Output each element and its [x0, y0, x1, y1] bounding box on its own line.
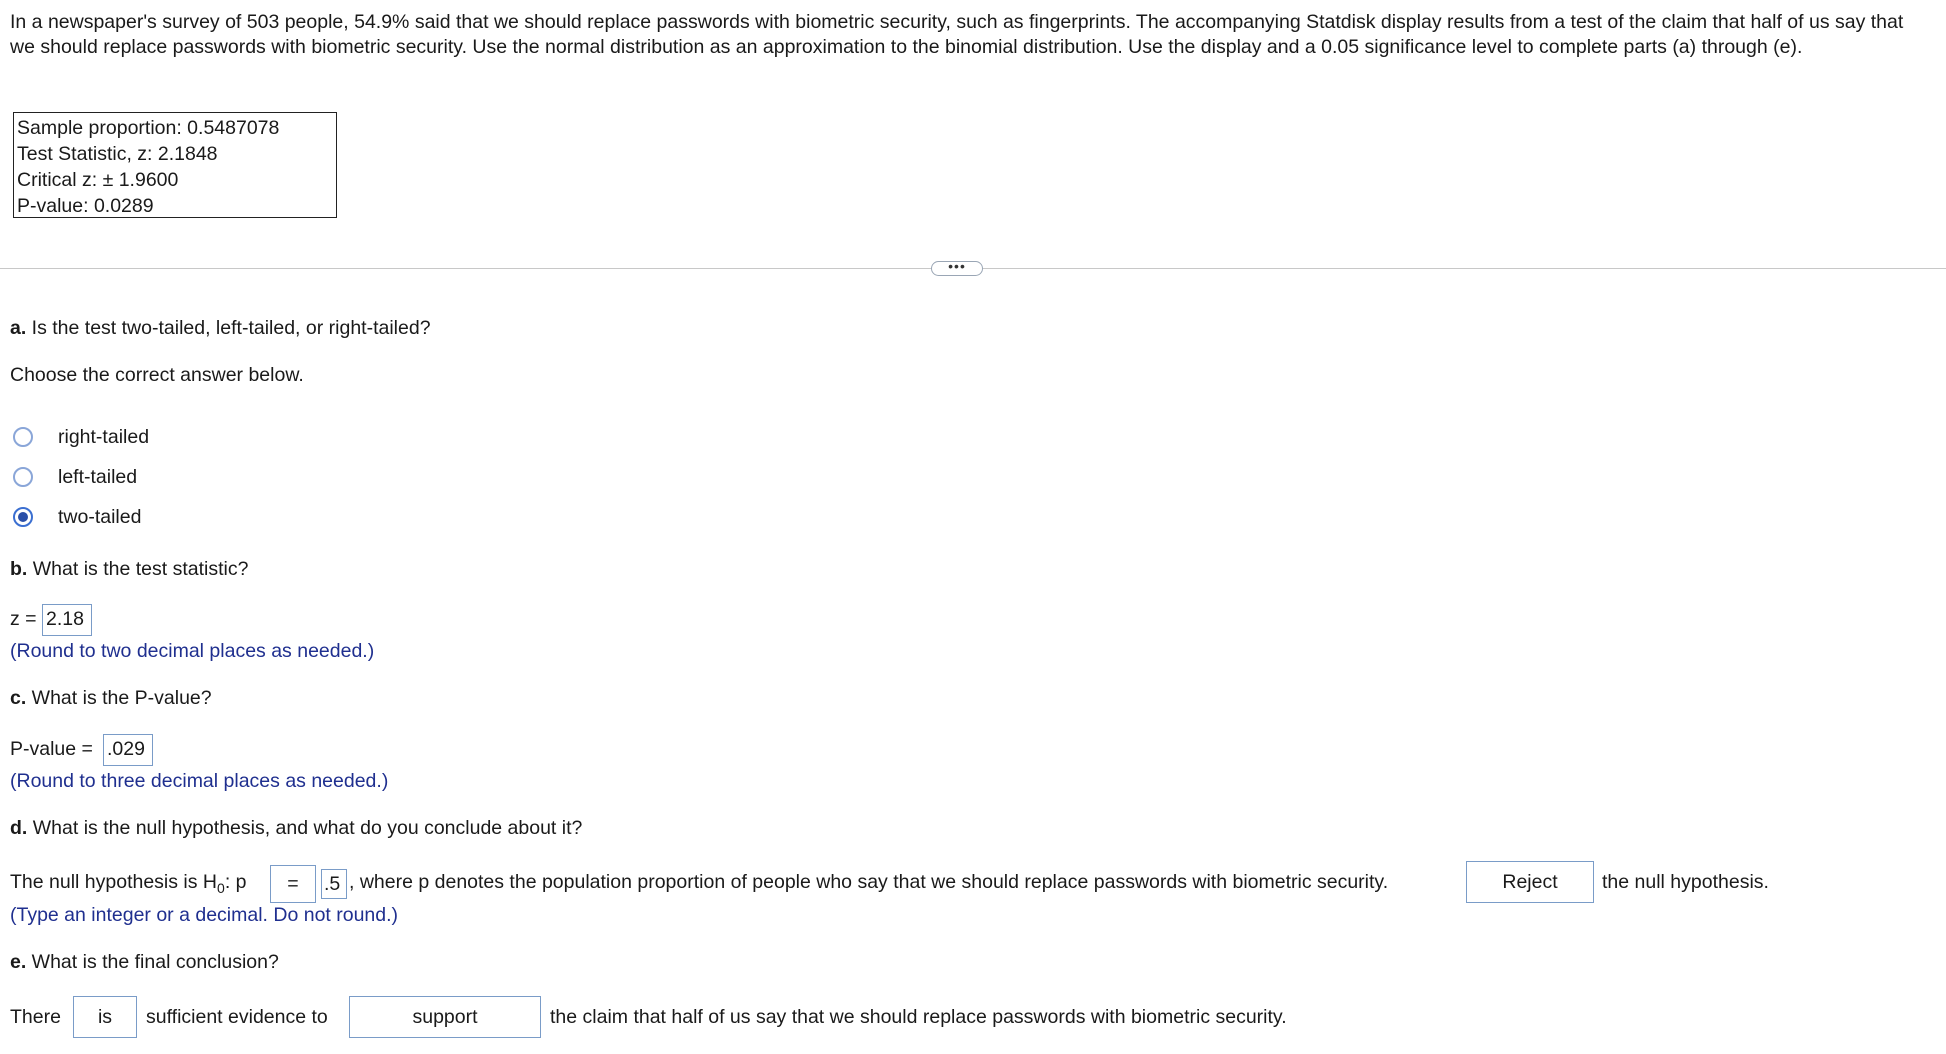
conclusion-end-text: the claim that half of us say that we should replace passwords with biometric security.	[550, 1006, 1287, 1028]
part-b-question	[10, 558, 248, 581]
part-c-question	[10, 687, 212, 710]
option-right-tailed[interactable]	[13, 424, 149, 450]
option-left-tailed[interactable]	[13, 464, 137, 490]
part-b-text: What is the test statistic?	[27, 558, 249, 580]
decision-select[interactable]: Reject	[1466, 861, 1594, 903]
action-select[interactable]: support	[349, 996, 541, 1038]
option-label: two-tailed	[58, 505, 142, 528]
radio-two-tailed[interactable]	[13, 507, 33, 527]
radio-right-tailed[interactable]	[13, 427, 33, 447]
problem-statement: In a newspaper's survey of 503 people, 54.9% said that we should replace passwords with biometric security, such as fingerprints. The accompanying Statdisk display results from a test of the claim that half of us say that we should replace passwords with biometric security. Use the normal distribution as an approximation to the binomial distribution. Use the display and a 0.05 significance level to complete parts (a) through (e).	[10, 11, 1904, 58]
evidence-mid-text: sufficient evidence to	[146, 1006, 328, 1028]
option-label: left-tailed	[58, 465, 138, 488]
null-hypothesis-text: The null hypothesis is H	[10, 871, 218, 893]
evidence-select[interactable]: is	[73, 996, 137, 1038]
part-d-hint: (Type an integer or a decimal. Do not round.)	[10, 904, 399, 926]
p-value-display: P-value: 0.0289	[17, 195, 154, 217]
part-e-question	[10, 951, 279, 974]
more-options-button[interactable]: •••	[931, 261, 983, 276]
null-hypothesis-label	[10, 871, 247, 896]
part-d-question	[10, 817, 582, 840]
statdisk-display	[13, 112, 337, 218]
radio-left-tailed[interactable]	[13, 467, 33, 487]
part-e-text: What is the final conclusion?	[26, 951, 279, 973]
p-value-input[interactable]: .029	[103, 734, 153, 766]
null-value-input[interactable]: .5	[321, 869, 347, 899]
part-b-hint: (Round to two decimal places as needed.)	[10, 640, 375, 662]
option-label: right-tailed	[58, 425, 150, 448]
there-text: There	[10, 1006, 61, 1028]
part-e-prefix: e.	[10, 951, 27, 973]
part-d-prefix: d.	[10, 817, 28, 839]
part-c-text: What is the P-value?	[26, 687, 212, 709]
part-d-text: What is the null hypothesis, and what do you conclude about it?	[27, 817, 583, 839]
p-value-label: P-value =	[10, 738, 93, 760]
decision-end-text: the null hypothesis.	[1602, 871, 1769, 893]
part-b-prefix: b.	[10, 558, 28, 580]
critical-z: Critical z: ± 1.9600	[17, 169, 179, 191]
part-a-text: Is the test two-tailed, left-tailed, or right-tailed?	[26, 317, 431, 339]
z-label: z =	[10, 608, 37, 630]
test-statistic-input[interactable]: 2.18	[42, 604, 92, 636]
part-a-prefix: a.	[10, 317, 27, 339]
part-a-question	[10, 317, 431, 340]
sample-proportion: Sample proportion: 0.5487078	[17, 117, 280, 139]
null-hypothesis-description: , where p denotes the population proportion of people who say that we should replace passwords with biometric security.	[349, 871, 1389, 893]
option-two-tailed[interactable]	[13, 504, 141, 530]
test-statistic: Test Statistic, z: 2.1848	[17, 143, 218, 165]
operator-input[interactable]: =	[270, 865, 316, 903]
h-subscript: 0	[217, 880, 225, 896]
colon-p: : p	[224, 871, 247, 893]
part-c-prefix: c.	[10, 687, 27, 709]
part-c-hint: (Round to three decimal places as needed.)	[10, 770, 389, 792]
part-a-instruction: Choose the correct answer below.	[10, 364, 304, 386]
